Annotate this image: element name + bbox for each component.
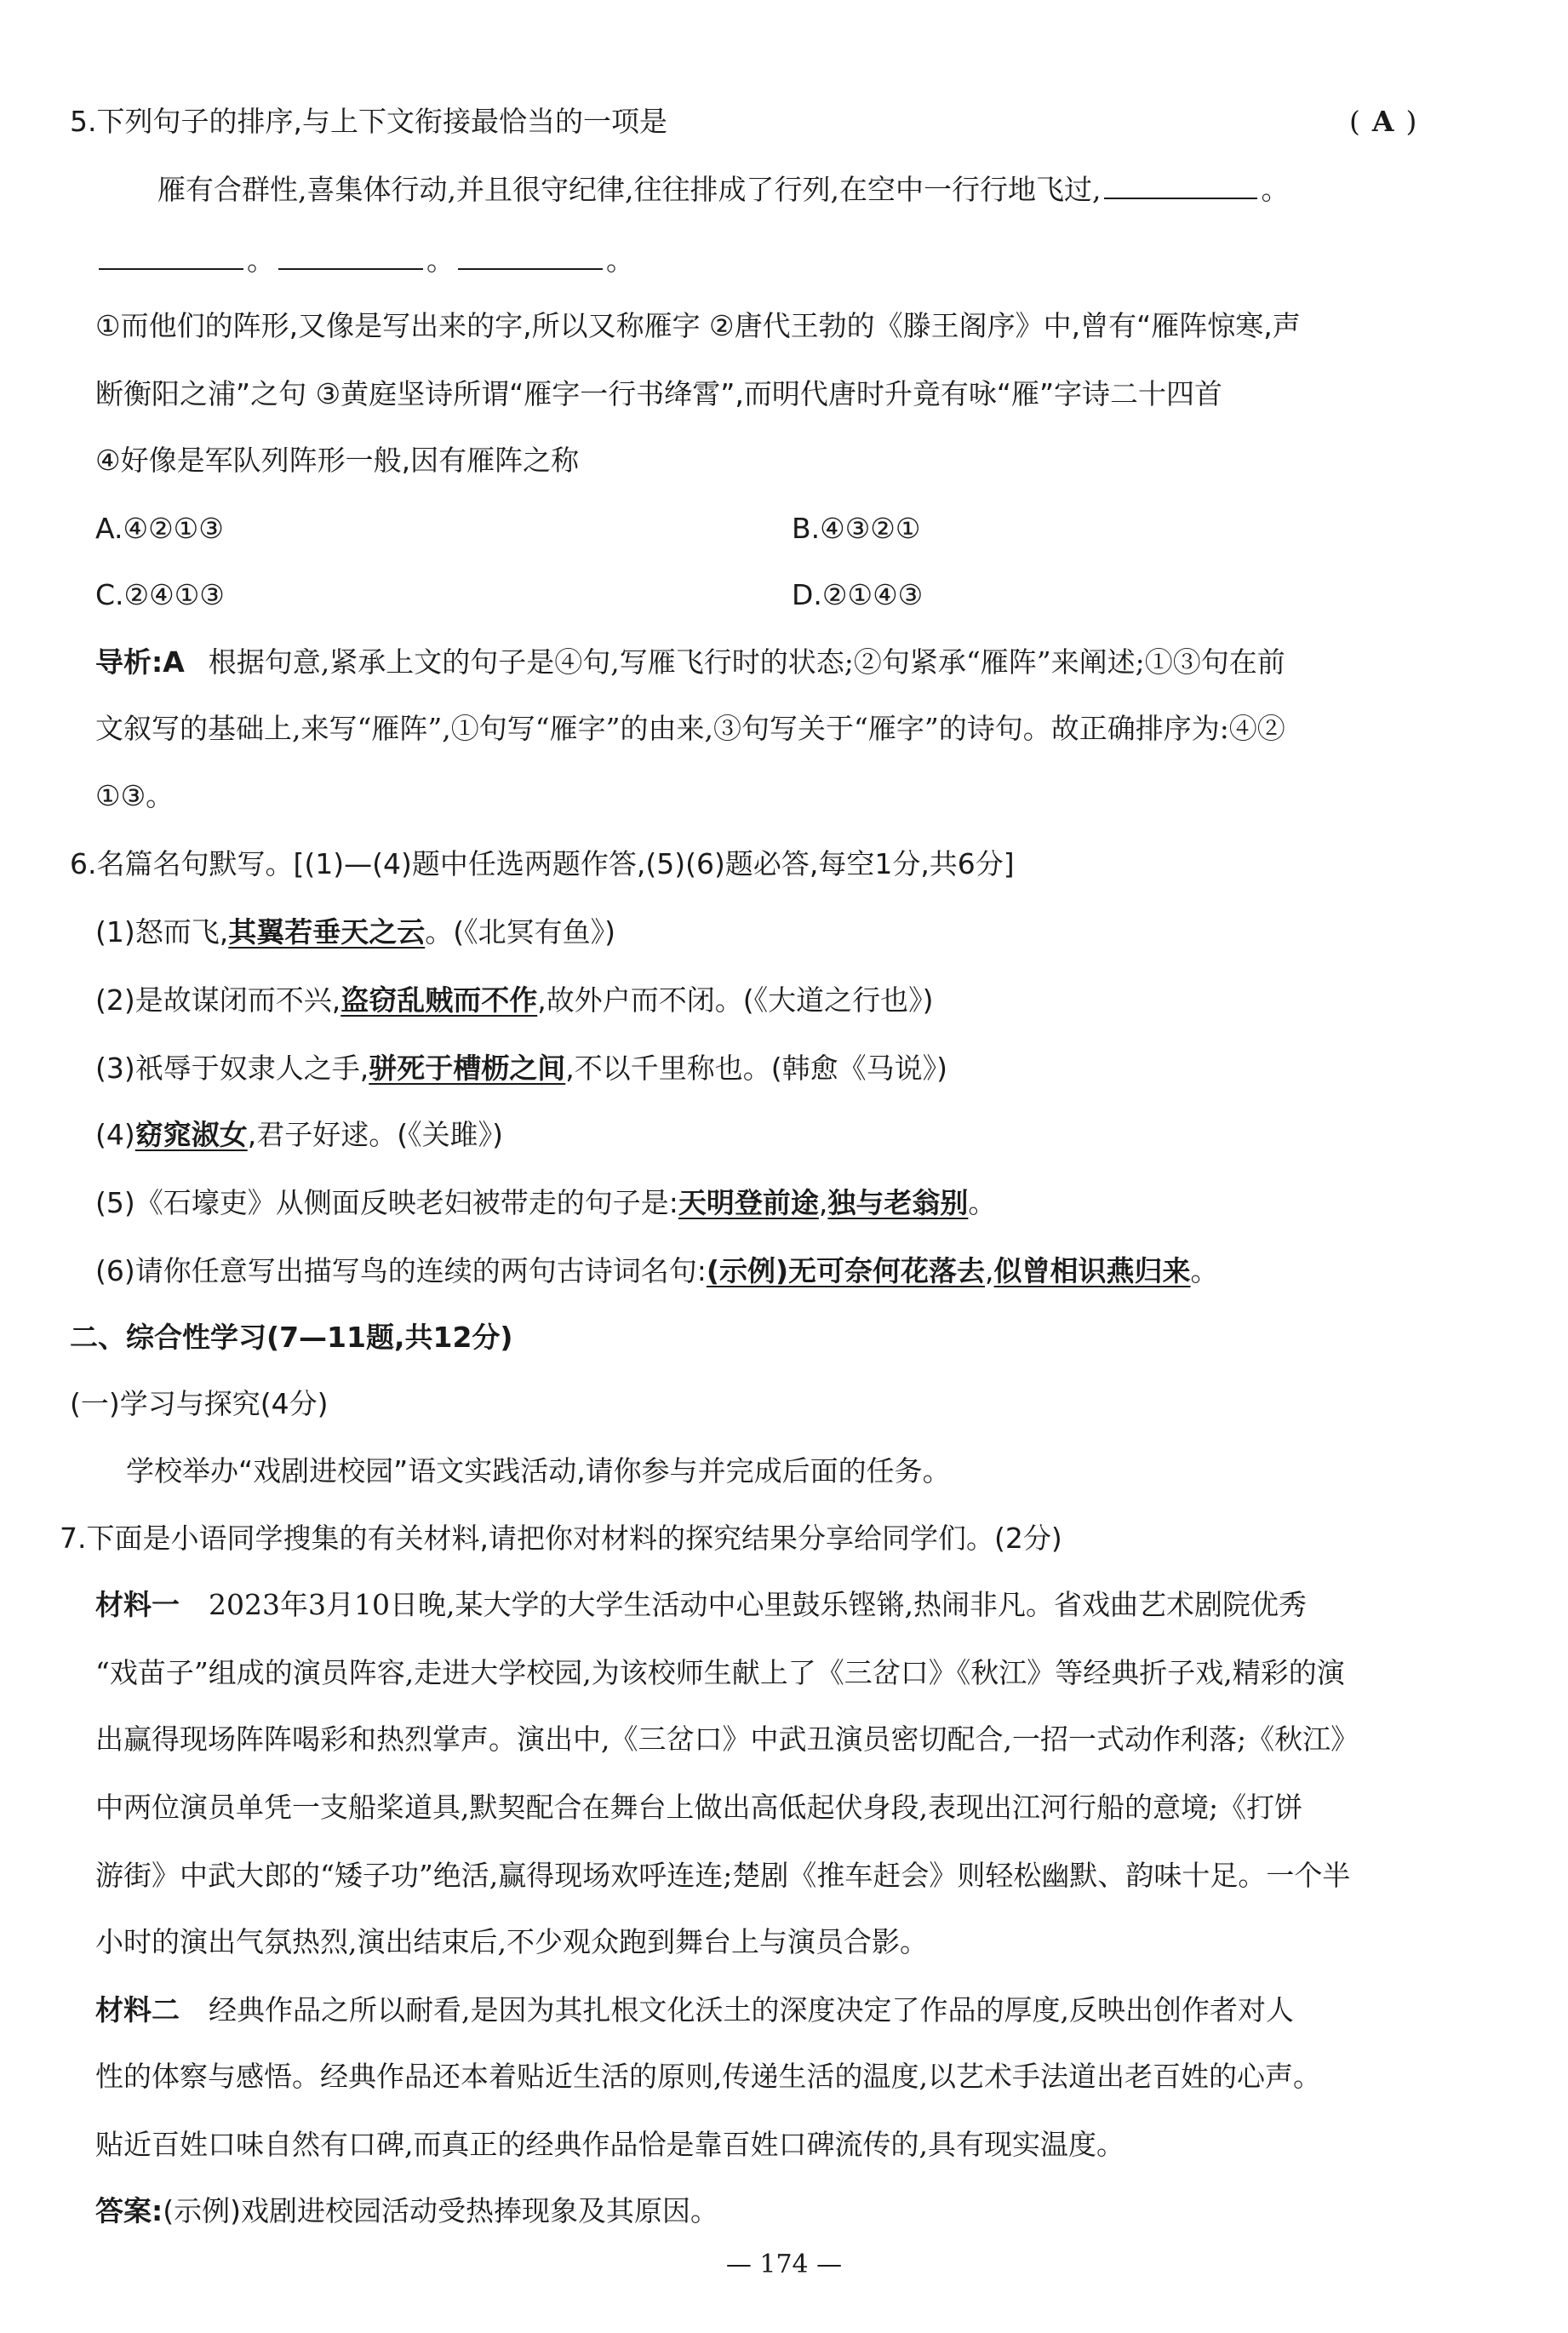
q6-item5-post: 。 bbox=[968, 1186, 997, 1219]
q7-material2-line1 bbox=[95, 1991, 1294, 2030]
q5-blank-1 bbox=[1104, 172, 1257, 199]
q7-material2-label: 材料二 bbox=[95, 1993, 180, 2026]
q6-item4-pre: (4) bbox=[95, 1118, 135, 1151]
q6-item-2 bbox=[95, 981, 933, 1020]
q5-analysis-line2: 文叙写的基础上,来写“雁阵”,①句写“雁字”的由来,③句写关于“雁字”的诗句。故正确排序为:④② bbox=[95, 712, 1285, 745]
q6-item-4 bbox=[95, 1115, 503, 1155]
q5-option-d: D.②①④③ bbox=[792, 578, 924, 611]
q6-item1-pre: (1)怒而飞, bbox=[95, 915, 229, 949]
q6-item-6 bbox=[95, 1252, 1219, 1291]
q6-item6-answer1: (示例)无可奈何花落去 bbox=[706, 1254, 986, 1287]
q7-material1-line3: 出赢得现场阵阵喝彩和热烈掌声。演出中,《三岔口》中武丑演员密切配合,一招一式动作利落;《秋江》 bbox=[95, 1723, 1359, 1756]
q7-material1-label: 材料一 bbox=[95, 1588, 180, 1621]
q7-answer-text: (示例)戏剧进校园活动受热捧现象及其原因。 bbox=[163, 2194, 718, 2227]
q7-material1-line5: 游街》中武大郎的“矮子功”绝活,赢得现场欢呼连连;楚剧《推车赶会》则轻松幽默、韵味十足。一个半 bbox=[95, 1859, 1351, 1892]
page-number: — 174 — bbox=[725, 2250, 843, 2279]
q5-analysis-line1 bbox=[95, 643, 1285, 682]
q6-item1-answer: 其翼若垂天之云 bbox=[228, 915, 426, 949]
q6-item4-answer: 窈窕淑女 bbox=[134, 1118, 248, 1151]
q7-material1-text1: 2023年3月10日晚,某大学的大学生活动中心里鼓乐铿锵,热闹非凡。省戏曲艺术剧院优秀 bbox=[209, 1588, 1307, 1621]
q6-item2-pre: (2)是故谋闭而不兴, bbox=[95, 983, 341, 1017]
q5-blank-3 bbox=[278, 243, 423, 270]
q7-material1-line4: 中两位演员单凭一支船桨道具,默契配合在舞台上做出高低起伏身段,表现出江河行船的意境;《打饼 bbox=[95, 1791, 1303, 1824]
q5-passage-text: 雁有合群性,喜集体行动,并且很守纪律,往往排成了行列,在空中一行行地飞过, bbox=[157, 173, 1102, 206]
q5-option-a: A.④②①③ bbox=[95, 512, 224, 545]
q5-answer-close: ) bbox=[1405, 105, 1417, 138]
q5-period-4: 。 bbox=[606, 244, 634, 277]
q6-item5-pre: (5)《石壕吏》从侧面反映老妇被带走的句子是: bbox=[95, 1186, 678, 1219]
q5-analysis-line3: ①③。 bbox=[95, 779, 175, 812]
q6-item6-answer2: 似曾相识燕归来 bbox=[993, 1254, 1191, 1287]
q6-item1-post: 。(《北冥有鱼》) bbox=[425, 915, 615, 949]
q5-analysis-text1: 根据句意,紧承上文的句子是④句,写雁飞行时的状态;②句紧承“雁阵”来阐述;①③句在前 bbox=[208, 645, 1285, 679]
q5-period-3: 。 bbox=[426, 244, 455, 277]
q7-answer bbox=[95, 2192, 718, 2231]
q5-passage-line1 bbox=[157, 170, 1289, 209]
q6-item4-post: ,君子好逑。(《关雎》) bbox=[247, 1118, 503, 1151]
q7-material2-text1: 经典作品之所以耐看,是因为其扎根文化沃土的深度决定了作品的厚度,反映出创作者对人 bbox=[209, 1993, 1294, 2026]
q5-analysis-label: 导析:A bbox=[95, 645, 185, 679]
q5-answer-letter: A bbox=[1371, 105, 1394, 138]
q6-item5-answer1: 天明登前途 bbox=[678, 1186, 819, 1219]
q5-blank-2 bbox=[99, 243, 243, 270]
q5-option-c: C.②④①③ bbox=[95, 578, 225, 611]
q5-blanks-line bbox=[95, 241, 634, 280]
q7-material1-line6: 小时的演出气氛热烈,演出结束后,不少观众跑到舞台上与演员合影。 bbox=[95, 1925, 928, 1958]
q5-period-2: 。 bbox=[247, 244, 275, 277]
q6-item3-answer: 骈死于槽枥之间 bbox=[369, 1052, 566, 1085]
section2-subsection-title: (一)学习与探究(4分) bbox=[70, 1387, 329, 1420]
q6-item3-post: ,不以千里称也。(韩愈《马说》) bbox=[565, 1052, 947, 1085]
q5-blank-4 bbox=[458, 243, 603, 270]
q5-stem: 5.下列句子的排序,与上下文衔接最恰当的一项是 bbox=[70, 105, 667, 138]
q6-item-5 bbox=[95, 1184, 996, 1223]
q6-item-1 bbox=[95, 913, 615, 952]
q7-answer-label: 答案: bbox=[95, 2194, 163, 2227]
q6-item5-mid: , bbox=[818, 1186, 828, 1219]
q6-item-3 bbox=[95, 1049, 947, 1088]
q5-option-b: B.④③②① bbox=[792, 512, 921, 545]
q6-item5-answer2: 独与老翁别 bbox=[827, 1186, 969, 1219]
q7-material2-line3: 贴近百姓口味自然有口碑,而真正的经典作品恰是靠百姓口碑流传的,具有现实温度。 bbox=[95, 2128, 1124, 2161]
q5-answer-open: ( bbox=[1349, 105, 1360, 138]
q6-item3-pre: (3)祇辱于奴隶人之手, bbox=[95, 1052, 369, 1085]
q6-item2-answer: 盗窃乱贼而不作 bbox=[340, 983, 538, 1017]
q5-sentences-line1: ①而他们的阵形,又像是写出来的字,所以又称雁字 ②唐代王勃的《滕王阁序》中,曾有“雁阵惊寒,声 bbox=[95, 309, 1301, 342]
q5-sentences-line3: ④好像是军队列阵形一般,因有雁阵之称 bbox=[95, 444, 580, 477]
section2-intro: 学校举办“戏剧进校园”语文实践活动,请你参与并完成后面的任务。 bbox=[126, 1454, 951, 1488]
q5-period-1: 。 bbox=[1261, 173, 1290, 206]
q5-answer-bracket bbox=[1349, 102, 1416, 141]
q7-material1-line2: “戏苗子”组成的演员阵容,走进大学校园,为该校师生献上了《三岔口》《秋江》等经典折子戏,精彩的演 bbox=[95, 1656, 1345, 1689]
q6-item2-post: ,故外户而不闭。(《大道之行也》) bbox=[537, 983, 934, 1017]
q6-item6-post: 。 bbox=[1190, 1254, 1219, 1287]
q6-stem: 6.名篇名句默写。[(1)—(4)题中任选两题作答,(5)(6)题必答,每空1分,共6分] bbox=[70, 847, 1015, 880]
q7-material1-line1 bbox=[95, 1585, 1307, 1625]
section2-title: 二、综合性学习(7—11题,共12分) bbox=[70, 1321, 513, 1354]
q7-material2-line2: 性的体察与感悟。经典作品还本着贴近生活的原则,传递生活的温度,以艺术手法道出老百姓的心声。 bbox=[95, 2060, 1321, 2093]
q5-sentences-line2: 断衡阳之浦”之句 ③黄庭坚诗所谓“雁字一行书绛霄”,而明代唐时升竟有咏“雁”字诗二十四首 bbox=[95, 377, 1223, 410]
q6-item6-mid: , bbox=[985, 1254, 994, 1287]
q6-item6-pre: (6)请你任意写出描写鸟的连续的两句古诗词名句: bbox=[95, 1254, 707, 1287]
q7-stem: 7.下面是小语同学搜集的有关材料,请把你对材料的探究结果分享给同学们。(2分) bbox=[60, 1522, 1062, 1555]
